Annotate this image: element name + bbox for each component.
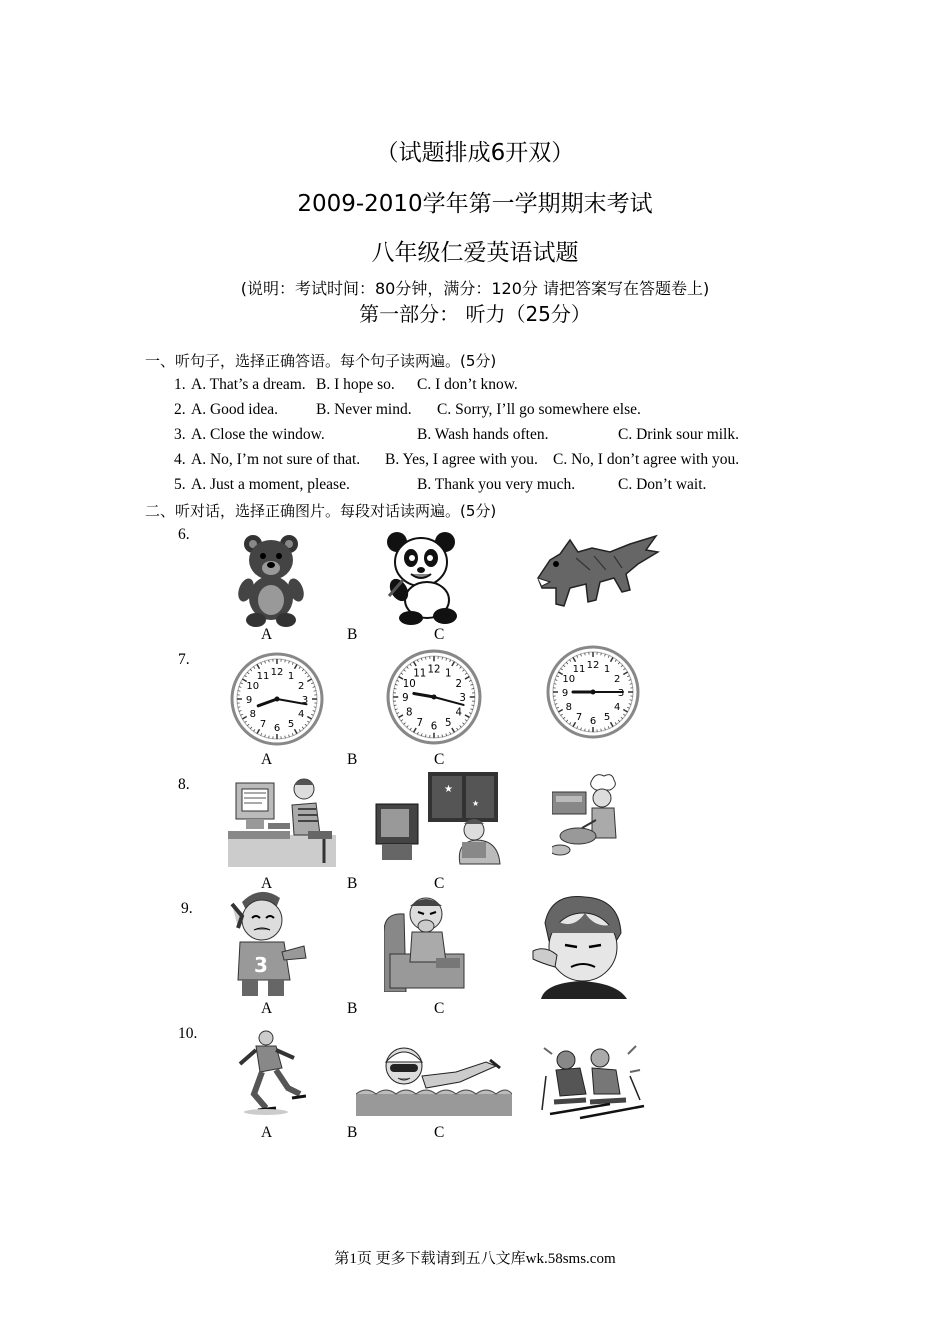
choice-label-b: B <box>347 1000 358 1017</box>
clock-number: 10 <box>246 681 260 692</box>
svg-text:★: ★ <box>472 799 480 808</box>
option-c: C. I don’t know. <box>417 376 518 393</box>
clock-number: 11 <box>413 668 427 680</box>
clock-number: 12 <box>270 667 284 678</box>
question-number: 5. <box>174 476 186 493</box>
wolf-image <box>530 530 660 612</box>
choice-label-b: B <box>347 626 358 643</box>
clock-number: 10 <box>402 678 416 690</box>
skating-image <box>236 1028 306 1118</box>
option-b: B. Never mind. <box>316 401 412 418</box>
clock-number: 1 <box>603 663 611 675</box>
panda-image <box>383 530 463 626</box>
header-note-line: （试题排成6开双） <box>375 140 575 166</box>
question-number: 7. <box>178 651 190 668</box>
clock-number: 9 <box>245 695 253 706</box>
option-b: B. I hope so. <box>316 376 395 393</box>
clock-number: 6 <box>589 716 597 727</box>
clock-number: 5 <box>603 712 611 724</box>
part-title: 第一部分： 听力（25分） <box>359 302 591 326</box>
clock-number: 1 <box>445 668 452 680</box>
boy-watching-tv-image <box>372 772 508 866</box>
clock-number: 7 <box>575 712 583 724</box>
boy-at-computer-image <box>228 775 336 867</box>
clock-number: 8 <box>565 702 572 713</box>
boy-cooking-image <box>552 772 628 864</box>
clock-number: 5 <box>287 719 295 731</box>
choice-label-b: B <box>347 1124 358 1141</box>
exam-title: 2009-2010学年第一学期期末考试 <box>297 191 653 217</box>
option-b: B. Wash hands often. <box>417 426 549 443</box>
clock-number: 11 <box>572 663 586 675</box>
clock-number: 8 <box>405 707 413 719</box>
clock-number: 4 <box>614 702 621 713</box>
option-a: A. Good idea. <box>191 401 278 418</box>
choice-label-a: A <box>261 751 273 768</box>
boy-coughing-image <box>384 892 470 992</box>
choice-label-c: C <box>434 1000 445 1017</box>
option-c: C. Drink sour milk. <box>618 426 739 443</box>
clock-number: 10 <box>562 674 576 685</box>
choice-label-a: A <box>261 1124 273 1141</box>
option-b: B. Thank you very much. <box>417 476 576 493</box>
clock-number: 12 <box>586 660 600 671</box>
swimming-image <box>356 1042 512 1116</box>
clock-number: 9 <box>402 693 409 705</box>
choice-label-a: A <box>261 875 273 892</box>
choice-label-c: C <box>434 751 445 768</box>
clock-number: 2 <box>614 674 621 685</box>
question-number: 6. <box>178 526 190 543</box>
clock-number: 12 <box>427 664 441 676</box>
option-a: A. No, I’m not sure of that. <box>191 451 361 468</box>
option-c: C. No, I don’t agree with you. <box>553 451 740 468</box>
option-c: C. Sorry, I’ll go somewhere else. <box>437 401 641 418</box>
clock-center <box>591 690 596 695</box>
question-number: 1. <box>174 376 186 393</box>
choice-label-c: C <box>434 626 445 643</box>
clock-number: 3 <box>301 695 309 706</box>
clock-number: 7 <box>416 717 423 729</box>
choice-label-c: C <box>434 875 445 892</box>
question-number: 2. <box>174 401 186 418</box>
skiing-image <box>540 1040 648 1122</box>
clock-number: 4 <box>298 709 305 720</box>
clock-center <box>431 694 436 699</box>
clock-number: 3 <box>459 693 466 705</box>
boy-headache-image <box>224 888 310 998</box>
clock-number: 9 <box>561 688 569 699</box>
question-number: 10. <box>178 1025 198 1042</box>
clock-number: 6 <box>273 723 281 734</box>
boy-toothache-image <box>531 893 631 999</box>
clock-b-image <box>386 649 482 745</box>
section2-title: 二、听对话，选择正确图片。每段对话读两遍。(5分) <box>145 502 497 520</box>
clock-number: 2 <box>298 681 305 692</box>
clock-number: 1 <box>287 670 295 682</box>
choice-label-c: C <box>434 1124 445 1141</box>
clock-number: 7 <box>259 719 267 731</box>
option-a: A. Just a moment, please. <box>191 476 350 493</box>
question-number: 8. <box>178 776 190 793</box>
clock-number: 6 <box>430 721 438 733</box>
exam-subject: 八年级仁爱英语试题 <box>371 240 579 266</box>
question-number: 3. <box>174 426 186 443</box>
option-b: B. Yes, I agree with you. <box>385 451 538 468</box>
teddy-bear-image <box>236 532 306 628</box>
exam-instructions: (说明：考试时间：80分钟，满分：120分 请把答案写在答题卷上) <box>240 279 710 298</box>
option-a: A. Close the window. <box>191 426 325 443</box>
choice-label-a: A <box>261 626 273 643</box>
clock-center <box>275 697 280 702</box>
choice-label-b: B <box>347 875 358 892</box>
clock-c-image <box>546 645 640 739</box>
question-number: 4. <box>174 451 186 468</box>
clock-number: 2 <box>455 678 463 690</box>
clock-number: 3 <box>617 688 625 699</box>
clock-number: 8 <box>249 709 256 720</box>
choice-label-b: B <box>347 751 358 768</box>
svg-text:3: 3 <box>254 953 268 977</box>
svg-text:★: ★ <box>444 784 453 795</box>
question-number: 9. <box>181 900 193 917</box>
clock-a-image <box>230 652 324 746</box>
clock-number: 5 <box>445 717 452 729</box>
clock-number: 4 <box>455 707 463 719</box>
page-footer: 第1页 更多下载请到五八文库wk.58sms.com <box>334 1251 616 1267</box>
section1-title: 一、听句子，选择正确答语。每个句子读两遍。(5分) <box>145 352 497 370</box>
option-a: A. That’s a dream. <box>191 376 306 393</box>
choice-label-a: A <box>261 1000 273 1017</box>
option-c: C. Don’t wait. <box>618 476 707 493</box>
clock-number: 11 <box>256 670 270 682</box>
